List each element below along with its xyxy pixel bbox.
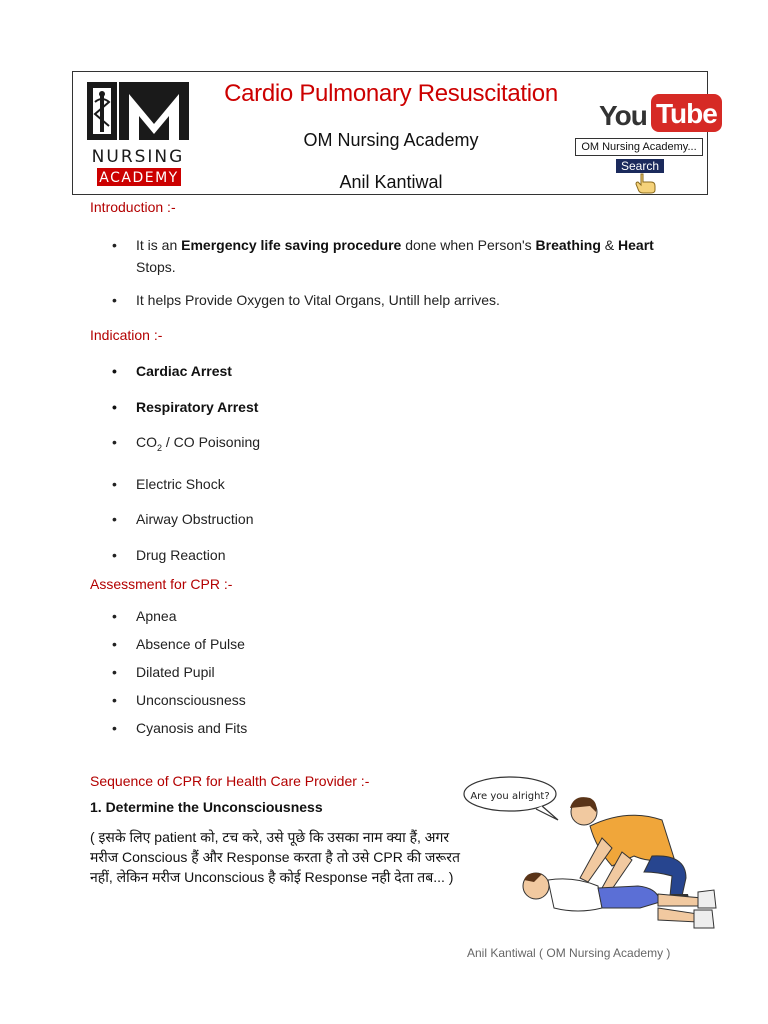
sequence-heading: Sequence of CPR for Health Care Provider :- [90,773,370,789]
indication-list [110,362,260,564]
list-item: • Unconsciousness [110,691,247,709]
list-item: • It is an Emergency life saving procedure done when Person's Breathing & Heart Stops. [110,234,680,278]
step-1-note: ( इसके लिए patient को, टच करे, उसे पूछे कि उसका नाम क्या हैं, अगर मरीज Conscious हैं और Response करता है तो उसे CPR की जरूरत नहीं, लेकिन मरीज Unconscious है कोई Response नही देता तब... ) [90,829,460,885]
youtube-tube-text: Tube [651,94,722,132]
step-1-title: 1. Determine the Unconsciousness [90,799,323,815]
academy-name: OM Nursing Academy [303,130,479,150]
list-item: • Dilated Pupil [110,663,247,681]
youtube-you-text: You [599,100,647,131]
youtube-badge[interactable] [573,94,717,194]
list-item: • Drug Reaction [110,546,260,564]
assessment-list [110,607,247,737]
image-caption: Anil Kantiwal ( OM Nursing Academy ) [467,946,671,960]
header-box [72,71,717,195]
author-name: Anil Kantiwal [339,172,443,192]
list-item: • Cyanosis and Fits [110,719,247,737]
cpr-assessment-illustration [462,768,728,938]
logo-text-nursing: NURSING [91,147,185,167]
introduction-list [110,234,680,309]
list-item: • Cardiac Arrest [110,362,260,380]
list-item: • $CO_2$ / CO Poisoning [110,433,260,457]
list-item: • Respiratory Arrest [110,398,260,416]
document-title: Cardio Pulmonary Resuscitation [224,80,558,107]
assessment-heading: Assessment for CPR :- [90,576,233,592]
logo-text-academy: ACADEMY [99,170,179,186]
om-nursing-logo [83,80,193,188]
indication-heading: Indication :- [90,327,163,343]
list-item: • Electric Shock [110,475,260,493]
pointing-hand-icon [633,172,657,194]
introduction-heading: Introduction :- [90,199,176,215]
speech-bubble-text: Are you alright? [470,791,550,802]
youtube-search-box[interactable]: OM Nursing Academy... [575,138,703,156]
youtube-search-button[interactable]: Search [616,159,664,173]
list-item: • Airway Obstruction [110,510,260,528]
list-item: • Apnea [110,607,247,625]
list-item: • Absence of Pulse [110,635,247,653]
list-item: • It helps Provide Oxygen to Vital Organs, Untill help arrives. [110,291,680,309]
